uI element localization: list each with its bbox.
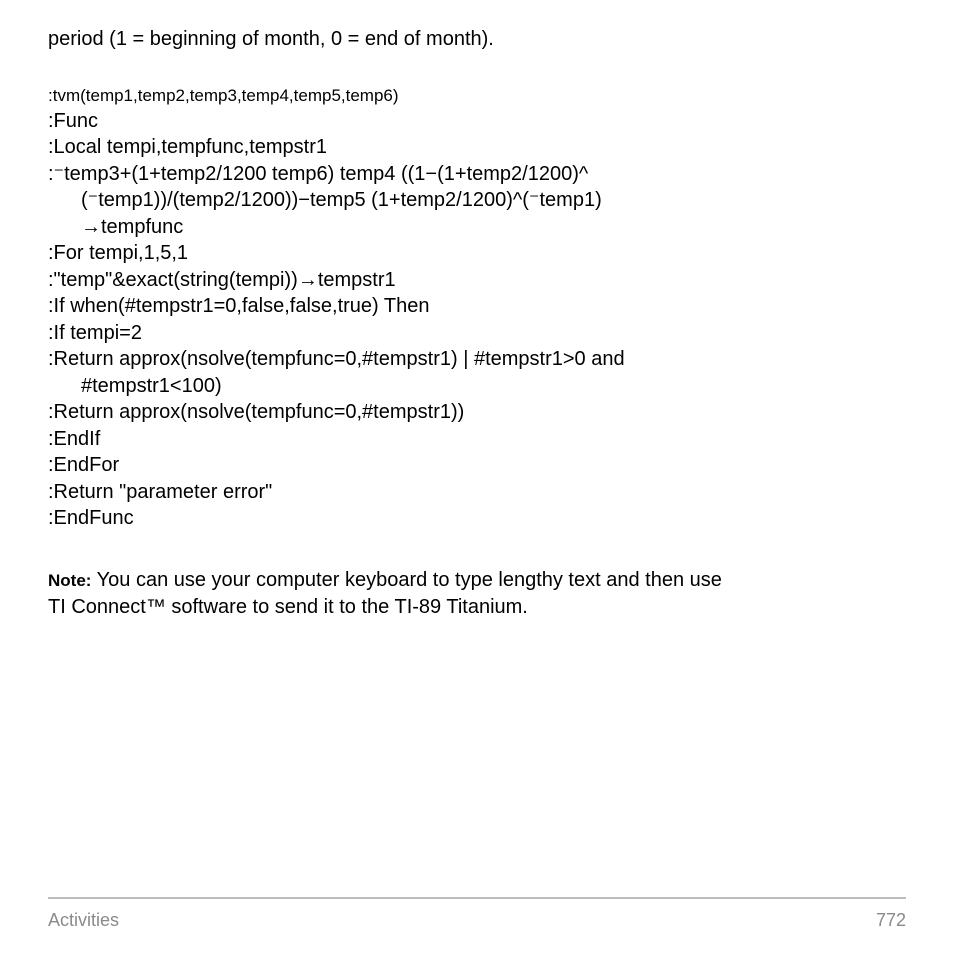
footer-section-title: Activities [48,910,120,930]
code-line-17: :EndFunc [48,507,134,529]
code-line-10: :If tempi=2 [48,322,142,344]
code-line-14: :EndIf [48,428,101,450]
footer-divider [48,897,906,899]
code-line-8: :"temp"&exact(string(tempi))→tempstr1 [48,269,396,291]
intro-text: period (1 = beginning of month, 0 = end of month). [48,28,494,50]
code-line-2: :Func [48,110,99,132]
note-text-2: TI Connect™ software to send it to the TI-89 Titanium. [48,596,528,618]
note-paragraph-line-1 [48,567,722,594]
note-text-1: You can use your computer keyboard to type lengthy text and then use [91,569,722,591]
code-line-3: :Local tempi,tempfunc,tempstr1 [48,136,328,158]
code-line-1: :tvm(temp1,temp2,temp3,temp4,temp5,temp6) [48,86,399,105]
code-line-11: :Return approx(nsolve(tempfunc=0,#tempstr1) | #tempstr1>0 and [48,348,625,370]
code-line-6: →tempfunc [81,216,184,238]
code-line-9: :If when(#tempstr1=0,false,false,true) Then [48,295,430,317]
code-line-4: :⁻temp3+(1+temp2/1200 temp6) temp4 ((1−(1+temp2/1200)^ [48,163,589,185]
code-line-5: (⁻temp1))/(temp2/1200))−temp5 (1+temp2/1200)^(⁻temp1) [81,189,602,211]
code-line-15: :EndFor [48,454,120,476]
code-line-13: :Return approx(nsolve(tempfunc=0,#tempstr1)) [48,401,465,423]
note-label: Note: [48,571,92,590]
code-line-16: :Return "parameter error" [48,481,273,503]
code-line-12: #tempstr1<100) [81,375,222,397]
code-line-7: :For tempi,1,5,1 [48,242,189,264]
footer-page-number: 772 [875,910,906,930]
